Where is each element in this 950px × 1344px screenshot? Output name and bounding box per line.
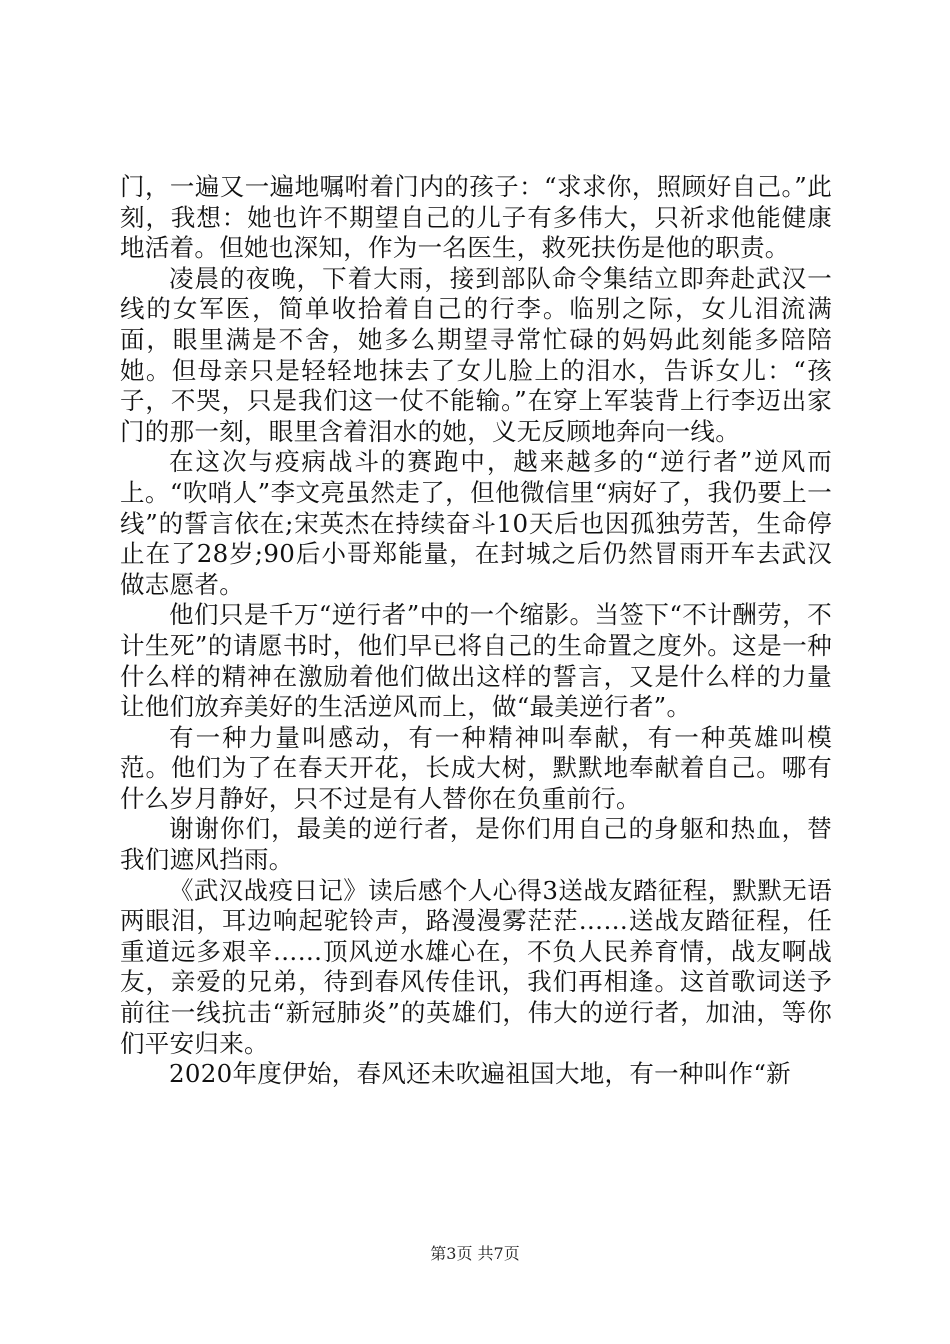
paragraph-reading-note-3: 《武汉战疫日记》读后感个人心得3送战友踏征程，默默无语两眼泪，耳边响起驼铃声，路漫漫雾茫茫……送战友踏征程，任重道远多艰辛……顶风逆水雄心在，不负人民养育情，战友啊战友，亲爱的兄弟，待到春风传佳讯，我们再相逢。这首歌词送予前往一线抗击“新冠肺炎”的英雄们，伟大的逆行者，加油，等你们平安归来。: [120, 875, 832, 1058]
page-number-label: 第3页 共7页: [430, 1244, 520, 1263]
paragraph-female-army-doctor: 凌晨的夜晚，下着大雨，接到部队命令集结立即奔赴武汉一线的女军医，简单收拾着自己的行李。临别之际，女儿泪流满面，眼里满是不舍，她多么期望寻常忙碌的妈妈此刻能多陪陪她。但母亲只是轻轻地抹去了女儿脸上的泪水，告诉女儿：“孩子，不哭，只是我们这一仗不能输。”在穿上军装背上行李迈出家门的那一刻，眼里含着泪水的她，义无反顾地奔向一线。: [120, 263, 833, 446]
paragraph-year-2020: 2020年度伊始，春风还未吹遍祖国大地，有一种叫作“新: [169, 1059, 791, 1089]
paragraph-epitome: 他们只是千万“逆行者”中的一个缩影。当签下“不计酬劳，不计生死”的请愿书时，他们早已将自己的生命置之度外。这是一种什么样的精神在激励着他们做出这样的誓言，又是什么样的力量让他们放弃美好的生活逆风而上，做“最美逆行者”。: [120, 600, 832, 722]
paragraph-dedication: 有一种力量叫感动，有一种精神叫奉献，有一种英雄叫模范。他们为了在春天开花，长成大树，默默地奉献着自己。哪有什么岁月静好，只不过是有人替你在负重前行。: [120, 722, 832, 813]
paragraph-continuation: 门，一遍又一遍地嘱咐着门内的孩子：“求求你，照顾好自己。”此刻，我想：她也许不期望自己的儿子有多伟大，只祈求他能健康地活着。但她也深知，作为一名医生，救死扶伤是他的职责。: [120, 172, 833, 263]
paragraph-thanks: 谢谢你们，最美的逆行者，是你们用自己的身躯和热血，替我们遮风挡雨。: [120, 814, 832, 875]
document-body: [120, 172, 832, 1090]
paragraph-retrograde-heroes: 在这次与疫病战斗的赛跑中，越来越多的“逆行者”逆风而上。“吹哨人”李文亮虽然走了，但他微信里“病好了，我仍要上一线”的誓言依在;宋英杰在持续奋斗10天后也因孤独劳苦，生命停止在了28岁;90后小哥郑能量，在封城之后仍然冒雨开车去武汉做志愿者。: [120, 447, 832, 599]
page-footer: [0, 1244, 950, 1264]
